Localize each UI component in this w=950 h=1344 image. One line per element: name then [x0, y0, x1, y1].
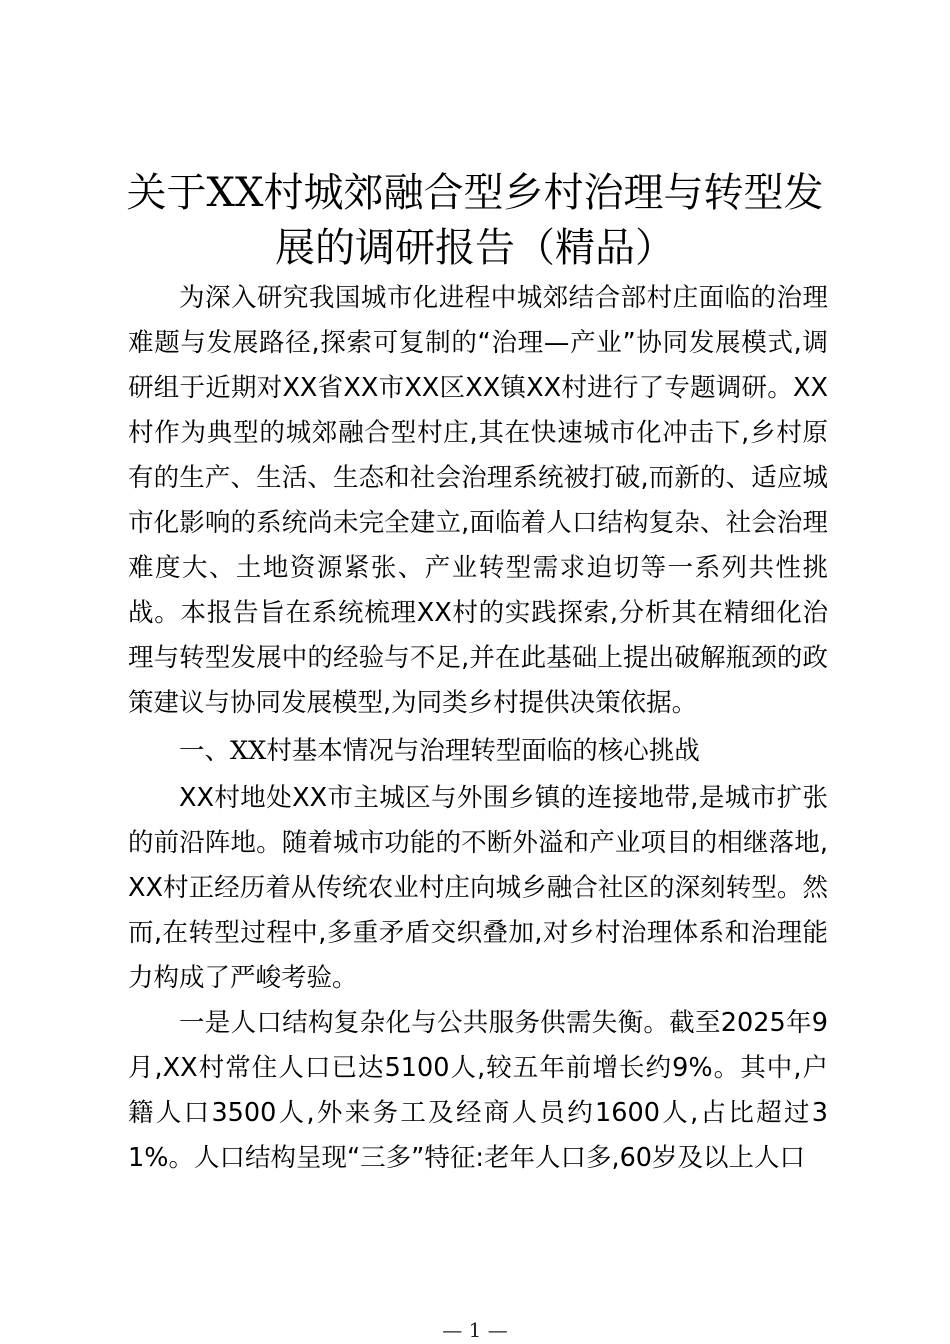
- intro-paragraph: 为深入研究我国城市化进程中城郊结合部村庄面临的治理难题与发展路径,探索可复制的“治理—产业”协同发展模式,调研组于近期对XX省XX市XX区XX镇XX村进行了专题调研。XX村作为典型的城郊融合型村庄,其在快速城市化冲击下,乡村原有的生产、生活、生态和社会治理系统被打破,而新的、适应城市化影响的系统尚未完全建立,面临着人口结构复杂、社会治理难度大、土地资源紧张、产业转型需求迫切等一系列共性挑战。本报告旨在系统梳理XX村的实践探索,分析其在精细化治理与转型发展中的经验与不足,并在此基础上提出破解瓶颈的政策建议与协同发展模型,为同类乡村提供决策依据。: [128, 283, 828, 718]
- section-heading: 一、XX村基本情况与治理转型面临的核心挑战: [179, 736, 700, 766]
- body-paragraph: 一是人口结构复杂化与公共服务供需失衡。截至2025年9月,XX村常住人口已达5100人,较五年前增长约9%。其中,户籍人口3500人,外来务工及经商人员约1600人,占比超过31%。人口结构呈现“三多”特征:老年人口多,60岁及以上人口: [128, 1008, 828, 1173]
- document-body: [128, 276, 828, 1181]
- body-paragraph: XX村地处XX市主城区与外围乡镇的连接地带,是城市扩张的前沿阵地。随着城市功能的不断外溢和产业项目的相继落地,XX村正经历着从传统农业村庄向城乡融合社区的深刻转型。然而,在转型过程中,多重矛盾交织叠加,对乡村治理体系和治理能力构成了严峻考验。: [128, 783, 828, 993]
- document-title: 关于XX村城郊融合型乡村治理与转型发展的调研报告（精品）: [126, 170, 824, 271]
- page-number: — 1 —: [442, 1318, 508, 1342]
